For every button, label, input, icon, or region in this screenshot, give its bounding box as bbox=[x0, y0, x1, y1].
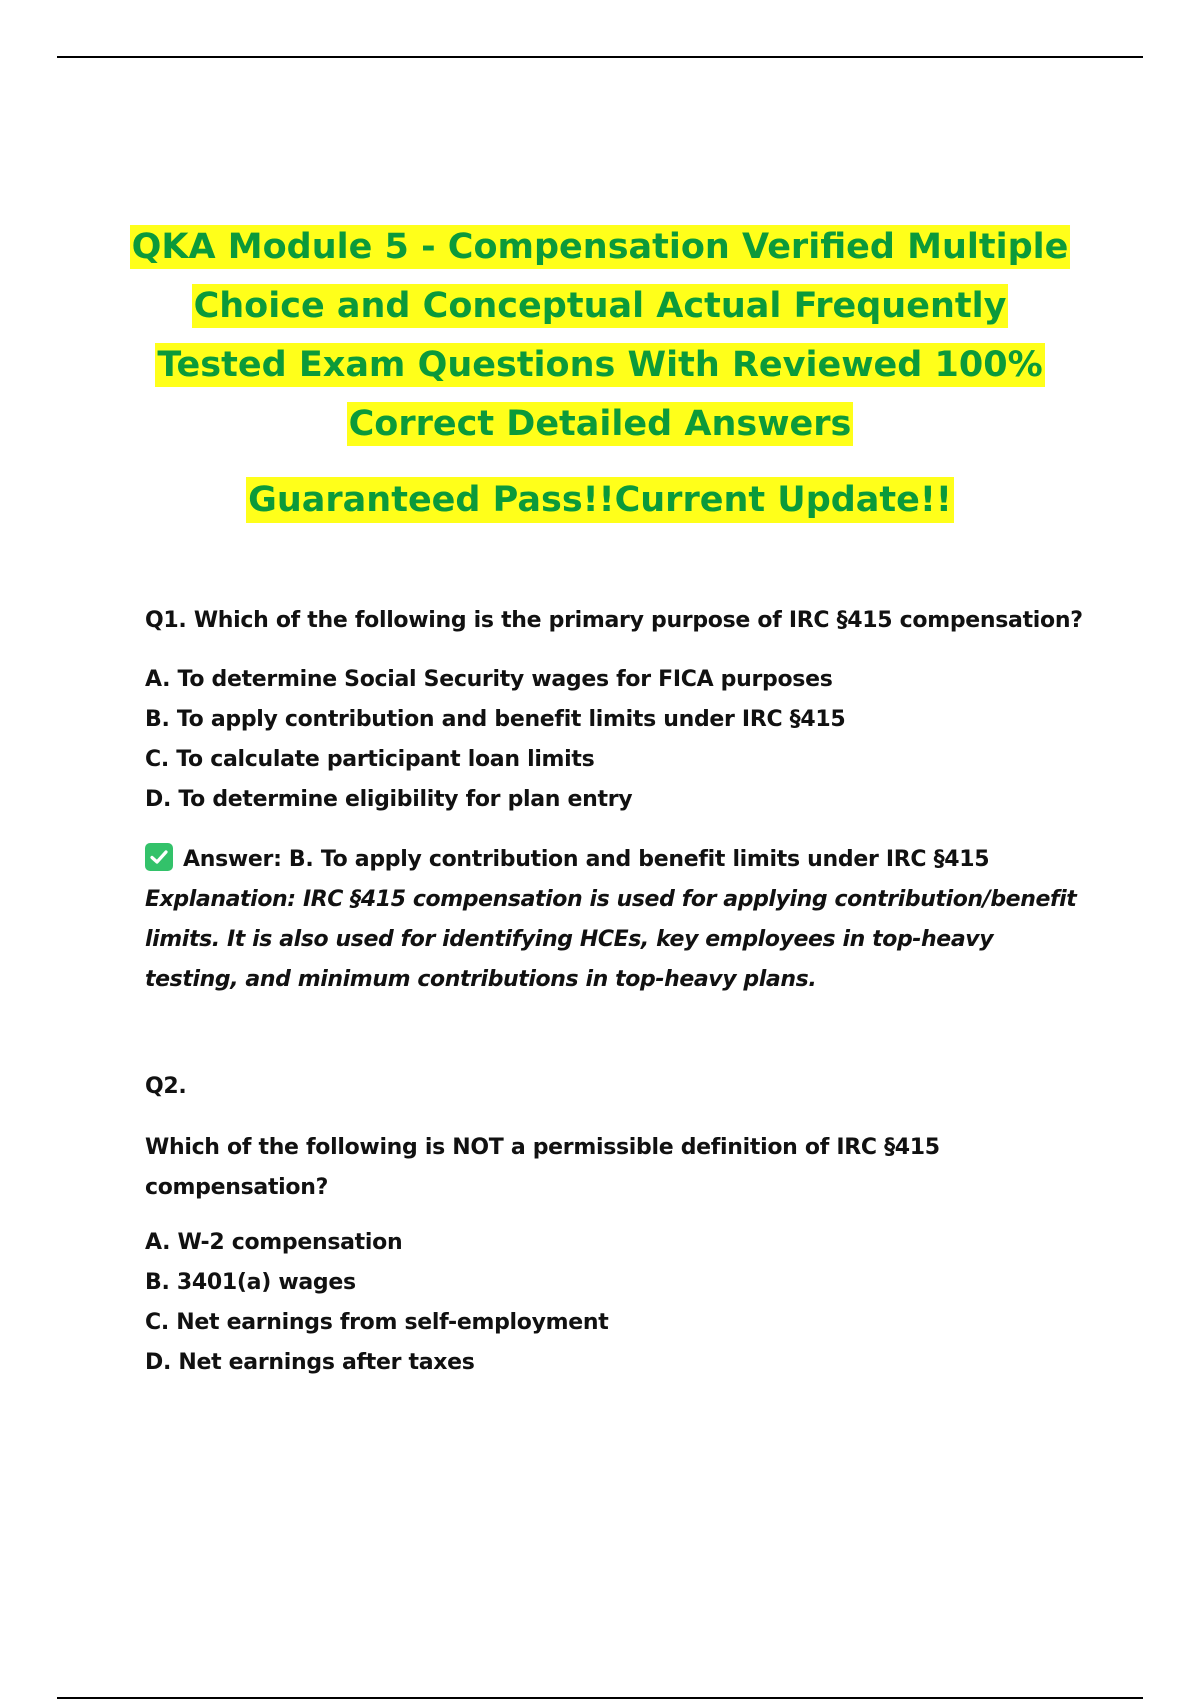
title-line: Choice and Conceptual Actual Frequently bbox=[193, 286, 1007, 326]
question-1-explanation: Explanation: IRC §415 compensation is used for applying contribution/benefit limits. It is also used for identifying HCEs, key employees in top-heavy testing, and minimum contributions in top-heavy plans. bbox=[145, 887, 1077, 992]
question-1-answer bbox=[145, 842, 1105, 878]
check-mark-icon bbox=[145, 843, 173, 871]
document-title bbox=[100, 218, 1100, 530]
option-d: D. To determine eligibility for plan entry bbox=[145, 787, 633, 812]
title-line: Tested Exam Questions With Reviewed 100% bbox=[157, 345, 1043, 385]
document-subtitle: Guaranteed Pass!!Current Update!! bbox=[100, 470, 1100, 530]
question-2-options bbox=[145, 1223, 1105, 1383]
question-1-options bbox=[145, 660, 1105, 820]
question-2-number: Q2. bbox=[145, 1074, 187, 1099]
question-2-stem: Which of the following is NOT a permissible definition of IRC §415 compensation? bbox=[145, 1135, 940, 1200]
option-a: A. To determine Social Security wages for FICA purposes bbox=[145, 667, 833, 692]
title-line: Correct Detailed Answers bbox=[348, 404, 852, 444]
option-b: B. To apply contribution and benefit limits under IRC §415 bbox=[145, 707, 846, 732]
option-b: B. 3401(a) wages bbox=[145, 1270, 356, 1295]
option-a: A. W-2 compensation bbox=[145, 1230, 403, 1255]
bottom-rule bbox=[57, 1697, 1143, 1699]
top-rule bbox=[57, 56, 1143, 58]
option-c: C. Net earnings from self-employment bbox=[145, 1310, 609, 1335]
option-c: C. To calculate participant loan limits bbox=[145, 747, 595, 772]
question-1-stem: Q1. Which of the following is the primary purpose of IRC §415 compensation? bbox=[145, 608, 1083, 633]
option-d: D. Net earnings after taxes bbox=[145, 1350, 475, 1375]
title-line: QKA Module 5 - Compensation Verified Multiple bbox=[131, 227, 1069, 267]
answer-text: Answer: B. To apply contribution and benefit limits under IRC §415 bbox=[183, 847, 990, 872]
